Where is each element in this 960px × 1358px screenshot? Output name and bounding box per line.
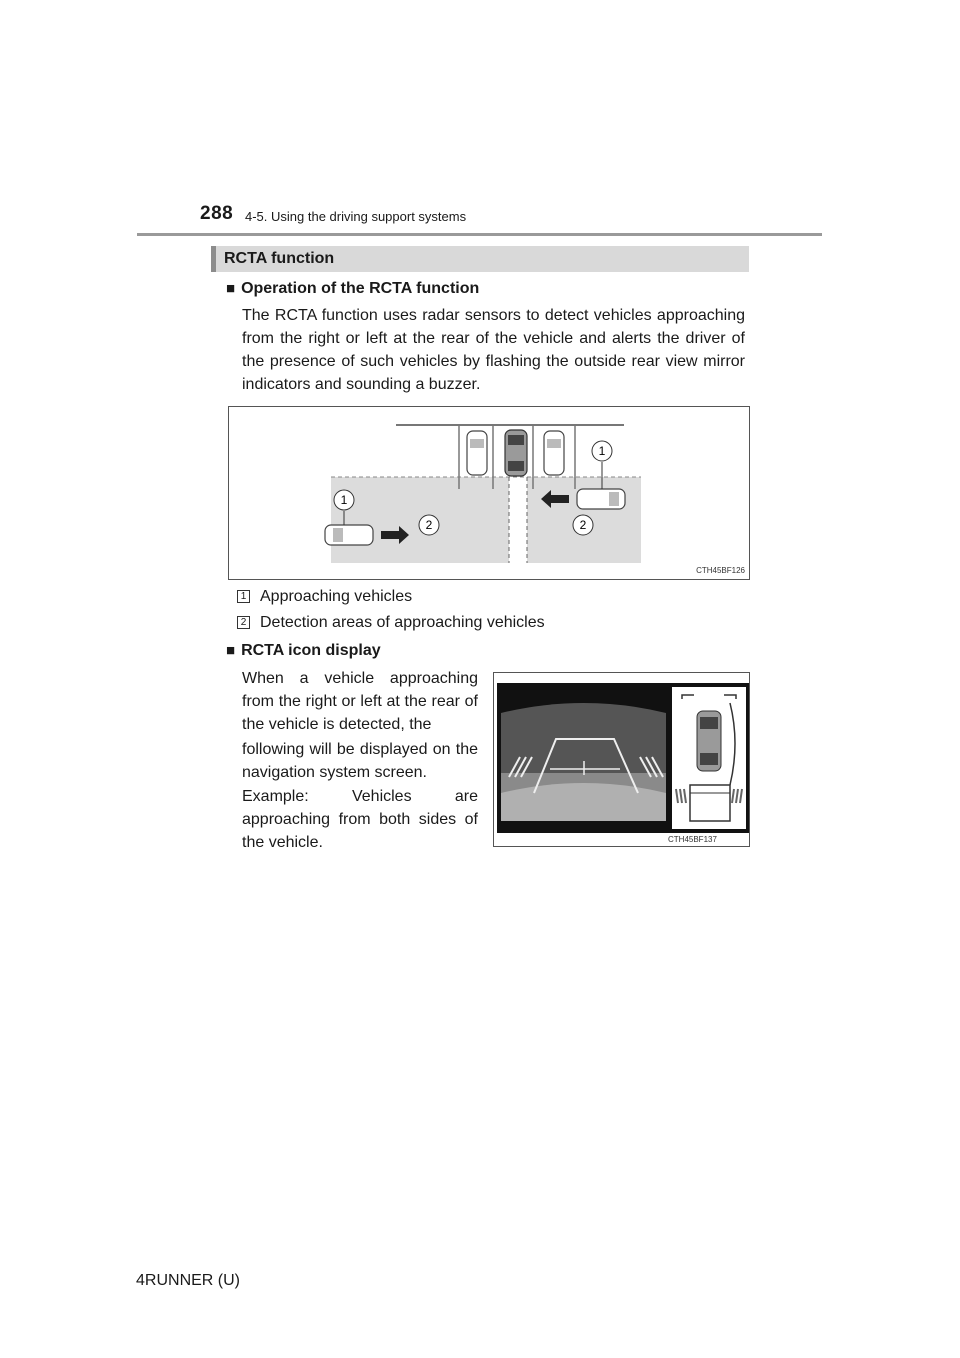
- icon-display-body-3: Example: Vehicles are approaching from both sides of the vehicle.: [242, 788, 478, 851]
- icon-display-heading-text: RCTA icon display: [241, 642, 381, 659]
- navigation-screen-illustration: [494, 673, 749, 846]
- approaching-car-right: [577, 489, 625, 509]
- parked-car-2: [544, 431, 564, 475]
- operation-heading: [226, 280, 479, 298]
- parked-car-1: [467, 431, 487, 475]
- callout-label: 1: [598, 444, 606, 458]
- section-title: RCTA function: [224, 250, 335, 267]
- callout-label: 1: [340, 493, 348, 507]
- icon-display-heading: [226, 642, 381, 660]
- legend-text: Approaching vehicles: [260, 588, 413, 605]
- section-title-bar: [211, 246, 749, 272]
- page-number: 288: [200, 203, 234, 224]
- legend-text: Detection areas of approaching vehicles: [260, 614, 545, 631]
- operation-heading-text: Operation of the RCTA function: [241, 280, 480, 297]
- parking-lot-diagram: [229, 407, 749, 579]
- figure-code: CTH45BF137: [668, 835, 717, 844]
- legend-number: 1: [237, 590, 250, 603]
- legend-number: 2: [237, 616, 250, 629]
- callout-label: 2: [425, 518, 433, 532]
- operation-body: The RCTA function uses radar sensors to detect vehicles approaching from the right or left at the rear of the vehicle and alerts the driver of the presence of such vehicles by flashing the outside rear view mirror indicators and sounding a buzzer.: [242, 307, 745, 393]
- rcta-diagram-figure: [228, 406, 750, 580]
- navigation-screen-figure: [493, 672, 750, 847]
- own-vehicle: [505, 430, 527, 476]
- model-footer: 4RUNNER (U): [136, 1272, 240, 1289]
- section-header: 4-5. Using the driving support systems: [245, 209, 467, 224]
- square-bullet-icon: ■: [226, 642, 236, 659]
- figure-code: CTH45BF126: [696, 566, 745, 575]
- icon-display-body-2: following will be displayed on the navigation system screen.: [242, 741, 478, 781]
- icon-display-body-1: When a vehicle approaching from the right or left at the rear of the vehicle is detected, the: [242, 670, 478, 733]
- callout-label: 2: [579, 518, 587, 532]
- square-bullet-icon: ■: [226, 280, 236, 297]
- approaching-car-left: [325, 525, 373, 545]
- header-rule: [137, 233, 822, 236]
